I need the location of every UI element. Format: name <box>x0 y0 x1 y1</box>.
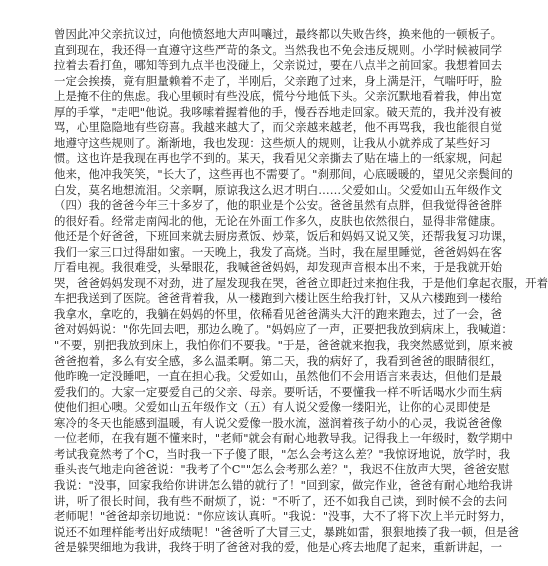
text-line: 拉着去看打鱼，哪知等到九点半也没碰上，父亲说过，要在八点半之前回家。我想着回去 <box>54 58 503 73</box>
text-line: 车把我送到了医院。爸爸背着我，从一楼跑到六楼让医生给我打针，又从六楼跑到一楼给 <box>54 291 503 306</box>
text-line: （四）我的爸爸今年三十多岁了，他的职业是个公安。爸爸虽然有点胖，但我觉得爸爸胖 <box>54 198 503 213</box>
text-line: 考试我竟然考了个C，当时我一下子傻了眼，"怎么会考这么差？"我惊讶地说，放学时，我 <box>54 446 511 461</box>
text-line: 白发，莫名地想流泪。父亲啊，原谅我这么迟才明白……父爱如山。父爱如山五年级作文 <box>54 182 503 197</box>
text-line: 一位老师，在我有题不懂来时，"老师"就会有耐心地教导我。记得我上一年级时，数学期中 <box>54 431 513 446</box>
text-line: 上是掩不住的焦虑。我心里顿时有些没底，慌兮兮地低下头。父亲沉默地看着我，伸出宽 <box>54 89 503 104</box>
text-line: 寒冷的冬天也能感到温暖，有人说父爱像一股水流，滋润着孩子幼小的心灵，我说爸爸像 <box>54 415 503 430</box>
text-line: 曾因此冲父亲抗议过，向他愤怒地大声叫嚷过，最终都以失败告终，换来他的一顿板子。 <box>54 27 503 41</box>
text-line: 哭，爸爸妈妈发现不对劲，进了屋发现我在哭，爸爸立即赶过来抱住我，于是他们拿起衣服，开着 <box>54 275 548 290</box>
text-line: 我拿水，拿吃的，我躺在妈妈的怀里，依稀看见爸爸满头大汗的跑来跑去，过了一会，爸 <box>54 306 503 321</box>
text-line: 说还不如理样能考出好成绩呢！"爸爸听了大冒三丈，暴跳如雷，狠狠地揍了我一顿，但是爸 <box>54 524 519 539</box>
text-line: 讲，听了很长时间，我有些不耐烦了，说："不听了，还不如我自己读，到时候不会的去问 <box>54 493 508 508</box>
text-line: 垂头丧气地走向爸爸说："我考了个C""怎么会考那么差？"，我迟不住放声大哭，爸爸安慰 <box>54 462 510 477</box>
text-line: 厅看电视。我很难受，头晕眼花，我喊爸爸妈妈，却发现声音根本出不来，于是我就开始 <box>54 260 503 275</box>
text-line: 骂，心里隐隐地有些窃喜。我越来越大了，而父亲越来越老，他不再骂我，我也能很自觉 <box>54 120 503 135</box>
text-line: 地遵守这些规则了。渐渐地，我也发现：这些烦人的规则，让我从小就养成了某些好习 <box>54 135 491 150</box>
text-line: 直到现在，我还得一直遵守这些严苛的条文。当然我也不免会违反规则。小学时候被同学 <box>54 42 503 57</box>
text-line: 他还是个好爸爸，下班回来就去厨房煮饭、炒菜，饭后和妈妈又说又笑，还帮我复习功课， <box>54 229 514 244</box>
text-line: 使他们担心噢。父爱如山五年级作文（五）有人说父爱像一缕阳光，让你的心灵即使是 <box>54 400 491 415</box>
text-line: 我说："没事，回家我给你讲讲怎么错的就行了！"回到家，做完作业，爸爸有耐心地给我讲 <box>54 477 513 492</box>
text-line: 爸爸抱着，多么有安全感，多么温柔啊。第二天，我的病好了，我看到爸爸的眼睛很红， <box>54 353 503 368</box>
text-line: 他来，他冲我笑笑，"长大了，这些再也不需要了。"刹那间，心底暖暖的，望见父亲鬓间的 <box>54 166 513 181</box>
text-line: 我们一家三口过得甜如蜜。一天晚上，我发了高烧。当时，我在屋里睡觉，爸爸妈妈在客 <box>54 244 503 259</box>
text-line: 惯。这也许是我现在再也学不到的。某天，我看见父亲撕去了贴在墙上的一纸家规，问起 <box>54 151 503 166</box>
text-line: "不要，别把我放到床上，我怕你们不要我。"于是，爸爸就来抱我，我突然感觉到，原来被 <box>54 338 513 352</box>
text-line: 厚的手掌，"走吧"他说。我哆嗦着握着他的手，慢吞吞地走回家。破天荒的，我并没有被 <box>54 104 502 119</box>
text-line: 爱我们的。大家一定要爱自己的父亲、母亲。要听话，不要懂我一样不听话喝水少而生病 <box>54 384 503 399</box>
text-line: 一定会挨揍，竟有胆量赖着不走了，半刚后，父亲跑了过来，身上满是汗，气喘吁吁，脸 <box>54 73 503 88</box>
text-line: 他昨晚一定没睡吧，一直在担心我。父爱如山，虽然他们不会用语言来表达，但他们是最 <box>54 369 503 384</box>
text-line: 爸是躲哭细地为我讲，我终于明了爸爸对我的爱，他是心疼去地爬了起来，重新讲起，一 <box>54 540 503 555</box>
text-line: 爸对妈妈说："你先回去吧，那边么晚了。"妈妈应了一声，正要把我放到病床上，我喊道： <box>54 322 513 337</box>
text-line: 的很好看。经常走南闯北的他，无论在外面工作多久，皮肤也依然很白，显得非常健康。 <box>54 213 503 228</box>
text-line: 老师呢！"爸爸却亲切地说："你应该认真听。"我说："没事，大不了将下次上半元时努力， <box>54 509 513 524</box>
